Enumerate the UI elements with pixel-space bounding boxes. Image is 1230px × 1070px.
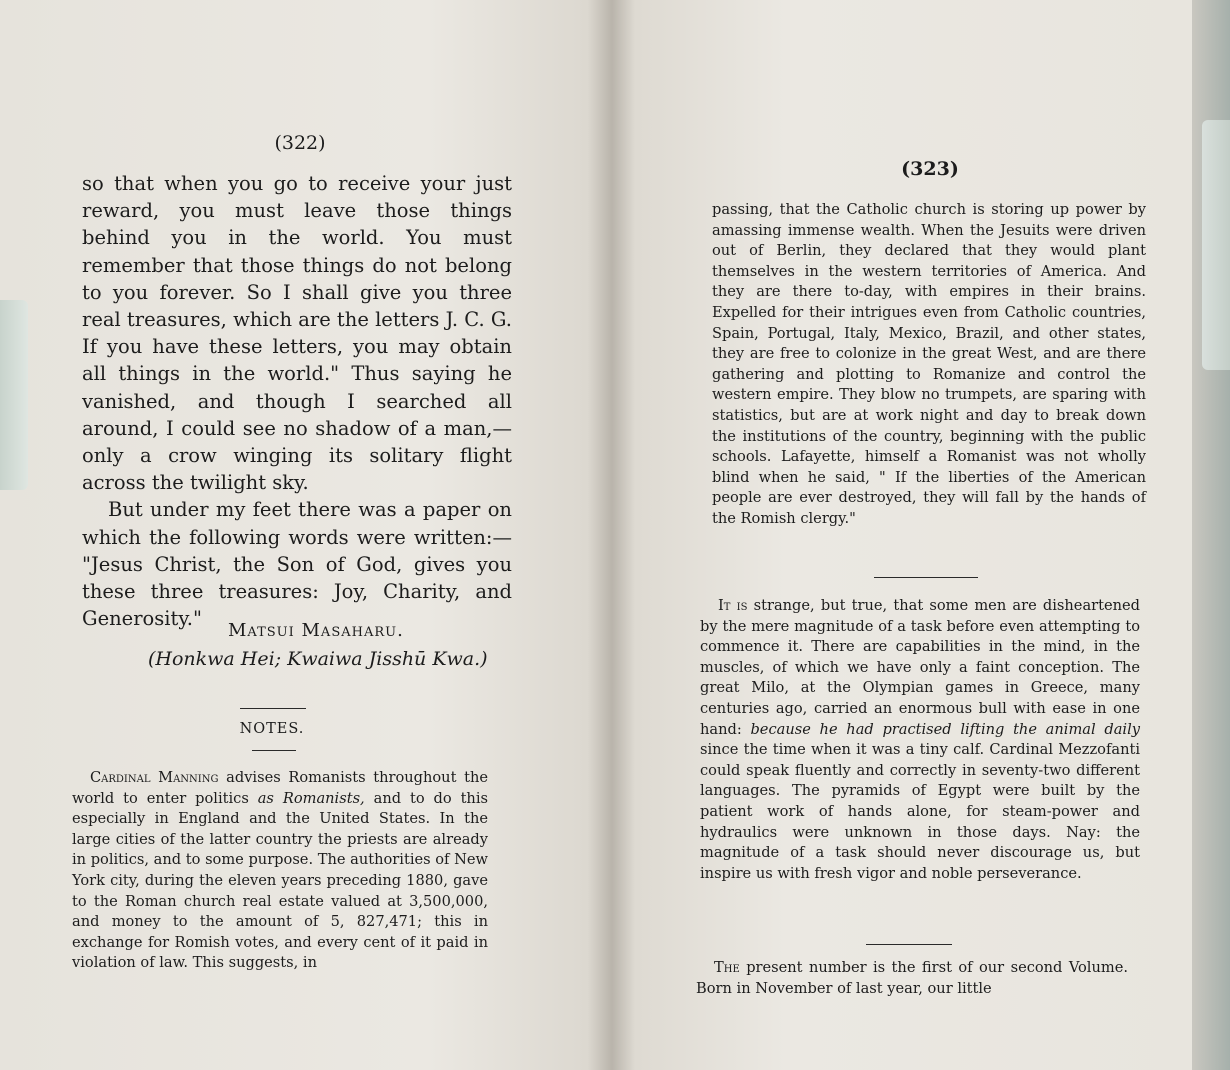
section-divider <box>866 944 952 945</box>
right-text-block <box>700 596 1140 884</box>
page-number-right: (323) <box>901 158 959 180</box>
paragraph: It is strange, but true, that some men are disheartened by the mere magnitude of a task before even attempting to commence it. There are capabilities in the mind, in the muscles, of which we have only a faint conception. The great Milo, at the Olympian games in Greece, many centuries ago, carried an enormous bull with ease in one hand: because he had practised lifting the animal daily since the time when it was a tiny calf. Cardinal Mezzofanti could speak fluently and correctly in seventy-two different languages. The pyramids of Egypt were built by the patient work of hands alone, for steam-power and hydraulics were unknown in those days. Nay: the magnitude of a task should never discourage us, but inspire us with fresh vigor and noble perseverance. <box>700 597 1141 882</box>
source-citation: (Honkwa Hei; Kwaiwa Jisshū Kwa.) <box>148 648 488 670</box>
paragraph: The present number is the first of our second Volume. Born in November of last year, our little <box>696 959 1128 997</box>
paragraph: so that when you go to receive your just reward, you must leave those things behind you in the world. You must remember that those things do not belong to you forever. So I shall give you three real treasures, which are the letters J. C. G. If you have these letters, you may obtain all things in the world." Thus saying he vanished, and though I searched all around, I could see no shadow of a man,—only a crow winging its solitary flight across the twilight sky. <box>82 172 512 495</box>
paragraph: But under my feet there was a paper on which the following words were written:— "Jesus Christ, the Son of God, gives you these three treasures: Joy, Charity, and Generosity." <box>82 498 512 631</box>
notes-text <box>72 768 488 974</box>
lead-words: The <box>714 959 740 976</box>
section-divider <box>874 577 978 578</box>
lead-words: Cardinal Manning <box>90 769 219 786</box>
right-text-block <box>696 958 1128 999</box>
lead-words: It is <box>718 597 748 614</box>
paragraph: passing, that the Catholic church is storing up power by amassing immense wealth. When the Jesuits were driven out of Berlin, they declared that they would plant themselves in the western territories of America. And they are there to-day, with empires in their brains. Expelled for their intrigues even from Catholic countries, Spain, Portugal, Italy, Mexico, Brazil, and other states, they are free to colonize in the great West, and are there gathering and plotting to Romanize and control the western empire. They blow no trumpets, are sparing with statistics, but are at work night and day to break down the institutions of the country, beginning with the public schools. Lafayette, himself a Romanist was not wholly blind when he said, " If the liberties of the American people are ever destroyed, they will fall by the hands of the Romish clergy." <box>712 201 1146 527</box>
page-number-left: (322) <box>274 132 326 154</box>
emphasis: because he had practised lifting the animal daily <box>750 720 1140 738</box>
left-main-text <box>82 170 512 632</box>
emphasis: as Romanists, <box>257 789 365 807</box>
author-signature: Matsui Masaharu. <box>228 620 404 641</box>
notes-heading: NOTES. <box>239 721 305 737</box>
left-page-tab <box>0 300 28 490</box>
paragraph: Cardinal Manning advises Romanists throughout the world to enter politics as Romanists, and to do this especially in England and the United States. In the large cities of the latter country the priests are already in politics, and to some purpose. The authorities of New York city, during the eleven years preceding 1880, gave to the Roman church real estate valued at 3,500,000, and money to the amount of 5, 827,471; this in exchange for Romish votes, and every cent of it paid in violation of law. This suggests, in <box>72 769 488 972</box>
right-page-tab <box>1202 120 1230 370</box>
right-text-block <box>712 200 1146 530</box>
section-divider <box>252 750 296 751</box>
section-divider <box>240 708 306 709</box>
